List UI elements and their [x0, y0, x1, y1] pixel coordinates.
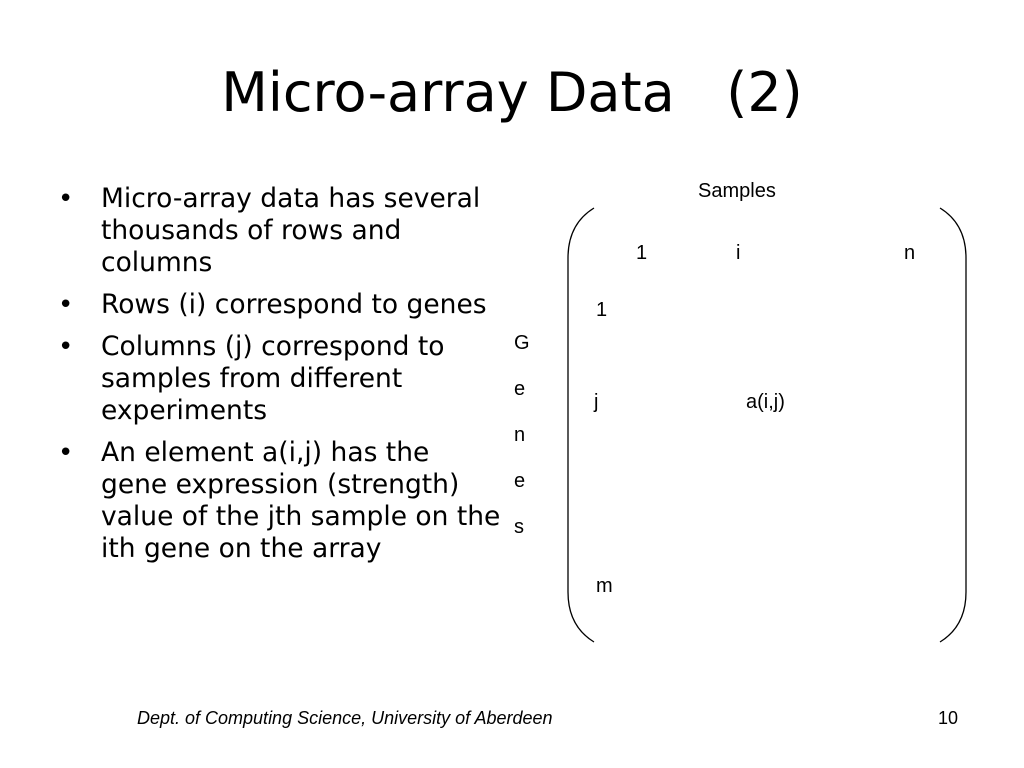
element-label: a(i,j) — [746, 391, 785, 413]
slide-title: Micro-array Data (2) — [221, 61, 803, 124]
genes-letter: n — [514, 424, 526, 446]
bullet-text: Micro-array data has several thousands of rows and columns — [101, 183, 481, 278]
genes-letter: e — [514, 470, 526, 492]
bullet-marker: • — [58, 290, 74, 320]
column-label: 1 — [636, 242, 648, 264]
bullet-text: Columns (j) correspond to samples from different experiments — [101, 331, 445, 426]
right-bracket — [940, 208, 966, 642]
genes-letter: G — [514, 332, 530, 354]
bullet-text: An element a(i,j) has the gene expression (strength) value of the jth sample on the ith gene on the array — [101, 437, 501, 564]
genes-letter: s — [514, 516, 524, 538]
row-label: j — [594, 391, 599, 413]
genes-letter: e — [514, 378, 526, 400]
column-label: i — [736, 242, 741, 264]
samples-label: Samples — [698, 180, 776, 202]
page-number: 10 — [938, 708, 959, 728]
column-label: n — [904, 242, 916, 264]
bullet-marker: • — [58, 438, 74, 468]
row-label: 1 — [596, 299, 608, 321]
row-label: m — [596, 575, 613, 597]
footer-department: Dept. of Computing Science, University of Aberdeen — [137, 708, 553, 728]
left-bracket — [568, 208, 594, 642]
bullet-marker: • — [58, 332, 74, 362]
bullet-marker: • — [58, 184, 74, 214]
bullet-text: Rows (i) correspond to genes — [101, 289, 487, 320]
